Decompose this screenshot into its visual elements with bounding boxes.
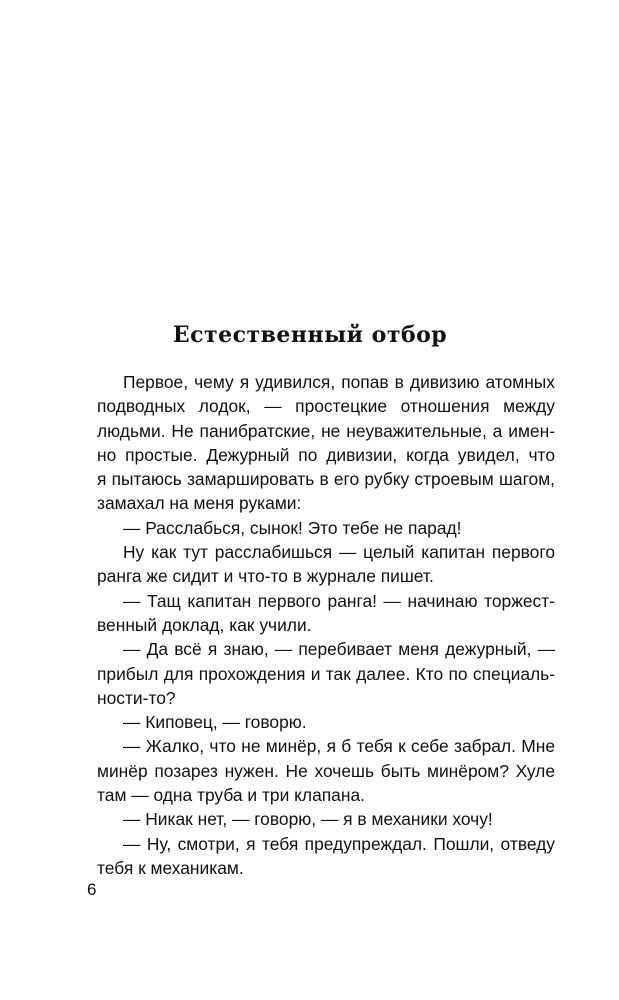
text-line: ранга же сидит и что-то в журнале пишет. xyxy=(97,566,434,587)
text-line: — Никак нет, — говорю, — я в механики хочу! xyxy=(123,809,493,830)
text-line: — Жалко, что не минёр, я б тебя к себе забрал. Мне xyxy=(123,736,555,757)
text-line: людьми. Не панибратские, не неуважительные, а имен- xyxy=(97,420,555,441)
chapter-title: Естественный отбор xyxy=(172,322,448,348)
text-line: минёр позарез нужен. Не хочешь быть минёром? Хуле xyxy=(97,760,555,781)
text-line: я пытаюсь замаршировать в его рубку строевым шагом, xyxy=(97,469,555,490)
text-line: подводных лодок, — простецкие отношения между xyxy=(97,396,555,417)
text-line: — Киповец, — говорю. xyxy=(123,712,307,733)
text-line: венный доклад, как учили. xyxy=(97,614,312,635)
text-line: тебя к механикам. xyxy=(97,857,244,878)
text-line: замахал на меня руками: xyxy=(97,493,302,514)
text-line: — Расслабься, сынок! Это тебе не парад! xyxy=(123,517,462,538)
text-line: но простые. Дежурный по дивизии, когда увидел, что xyxy=(97,444,555,465)
page-number: 6 xyxy=(87,880,97,899)
text-line: Ну как тут расслабишься — целый капитан первого xyxy=(123,542,555,563)
text-line: прибыл для прохождения и так далее. Кто по специаль- xyxy=(97,663,555,684)
text-line: Первое, чему я удивился, попав в дивизию атомных xyxy=(123,372,555,392)
text-line: — Да всё я знаю, — перебивает меня дежурный, — xyxy=(123,639,555,660)
text-line: — Тащ капитан первого ранга! — начинаю торжест- xyxy=(123,590,555,611)
body-text xyxy=(97,370,555,880)
text-line: — Ну, смотри, я тебя предупреждал. Пошли, отведу xyxy=(123,833,555,854)
text-line: ности-то? xyxy=(97,687,176,708)
text-line: там — одна труба и три клапана. xyxy=(97,785,365,806)
